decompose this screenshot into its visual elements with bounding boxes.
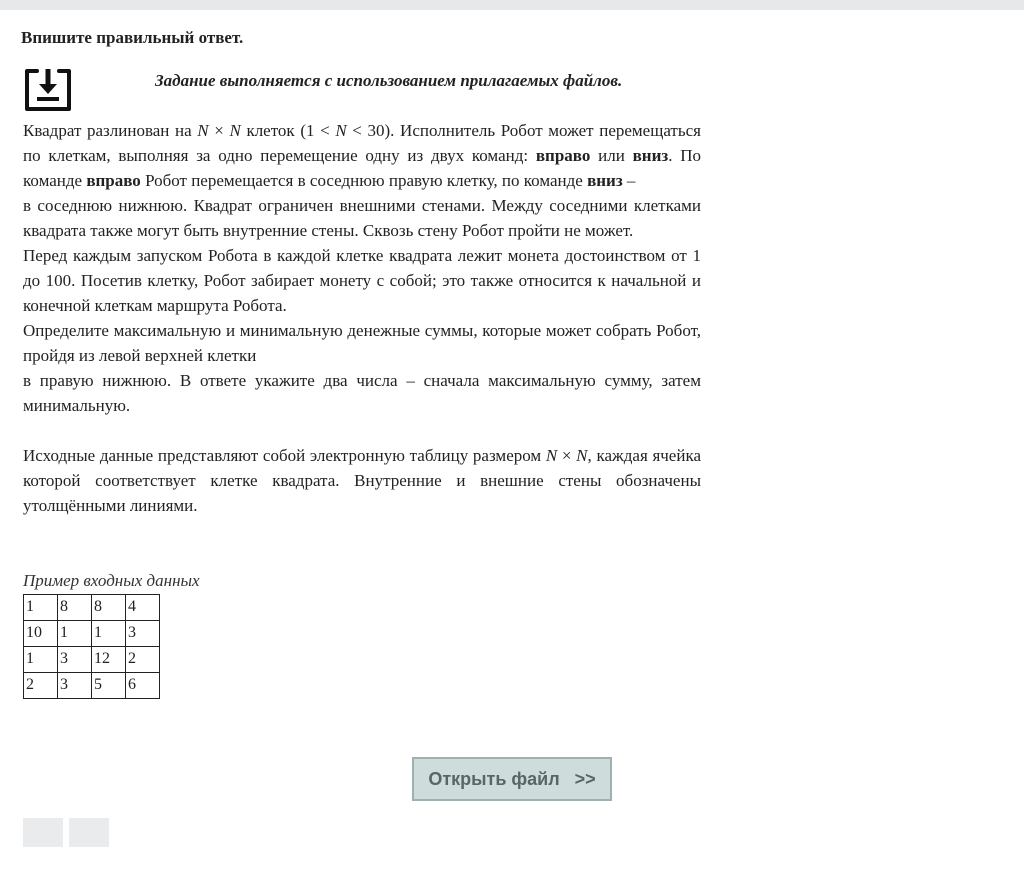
answer-button-1[interactable] [23,818,63,847]
table-cell: 1 [58,621,92,647]
table-cell: 1 [24,647,58,673]
instruction-heading: Впишите правильный ответ. [21,28,244,47]
task-text [23,118,701,518]
task-paragraph-6: Исходные данные представляют собой электронную таблицу размером N × N, каждая ячейка которой соответствует клетке квадрата. Внутренние и внешние стены обозначены утолщёнными линиями. [23,446,702,515]
table-cell: 2 [24,673,58,699]
table-cell: 1 [24,595,58,621]
table-cell: 3 [58,673,92,699]
table-cell: 3 [58,647,92,673]
task-paragraph-4: Определите максимальную и минимальную денежные суммы, которые может собрать Робот, пройдя из левой верхней клетки [23,321,701,365]
download-icon[interactable] [23,67,73,113]
table-cell: 5 [92,673,126,699]
table-cell: 6 [126,673,160,699]
table-cell: 1 [92,621,126,647]
task-paragraph-5: в правую нижнюю. В ответе укажите два числа – сначала максимальную сумму, затем минимальную. [23,371,701,415]
table-row [24,595,160,621]
command-right: вправо [86,171,141,190]
table-cell: 12 [92,647,126,673]
table-cell: 8 [92,595,126,621]
command-right: вправо [535,146,591,165]
answer-button-2[interactable] [69,818,109,847]
example-table [23,594,160,699]
table-row [24,621,160,647]
table-cell: 3 [126,621,160,647]
table-row [24,673,160,699]
command-down: вниз [632,146,669,165]
task-paragraph-1: Квадрат разлинован на N × N клеток (1 < N < 30). Исполнитель Робот может перемещаться по клеткам, выполняя за одно перемещение одну из двух команд: вправо или вниз. По команде вправо Робот перемещается в соседнюю правую клетку, по команде вниз – [23,121,701,190]
table-cell: 2 [126,647,160,673]
command-down: вниз [587,171,623,190]
table-cell: 4 [126,595,160,621]
task-paragraph-3: Перед каждым запуском Робота в каждой клетке квадрата лежит монета достоинством от 1 до 100. Посетив клетку, Робот забирает монету с собой; это также относится к начальной и конечной клеткам маршрута Робота. [23,246,701,315]
table-cell: 10 [24,621,58,647]
open-file-button[interactable]: Открыть файл >> [412,757,612,801]
task-paragraph-2: в соседнюю нижнюю. Квадрат ограничен внешними стенами. Между соседними клетками квадрата также могут быть внутренние стены. Сквозь стену Робот пройти не может. [23,196,701,240]
attachment-note: Задание выполняется с использованием прилагаемых файлов. [155,71,623,90]
top-bar [0,0,1024,10]
table-row [24,647,160,673]
table-cell: 8 [58,595,92,621]
example-caption: Пример входных данных [23,571,200,590]
